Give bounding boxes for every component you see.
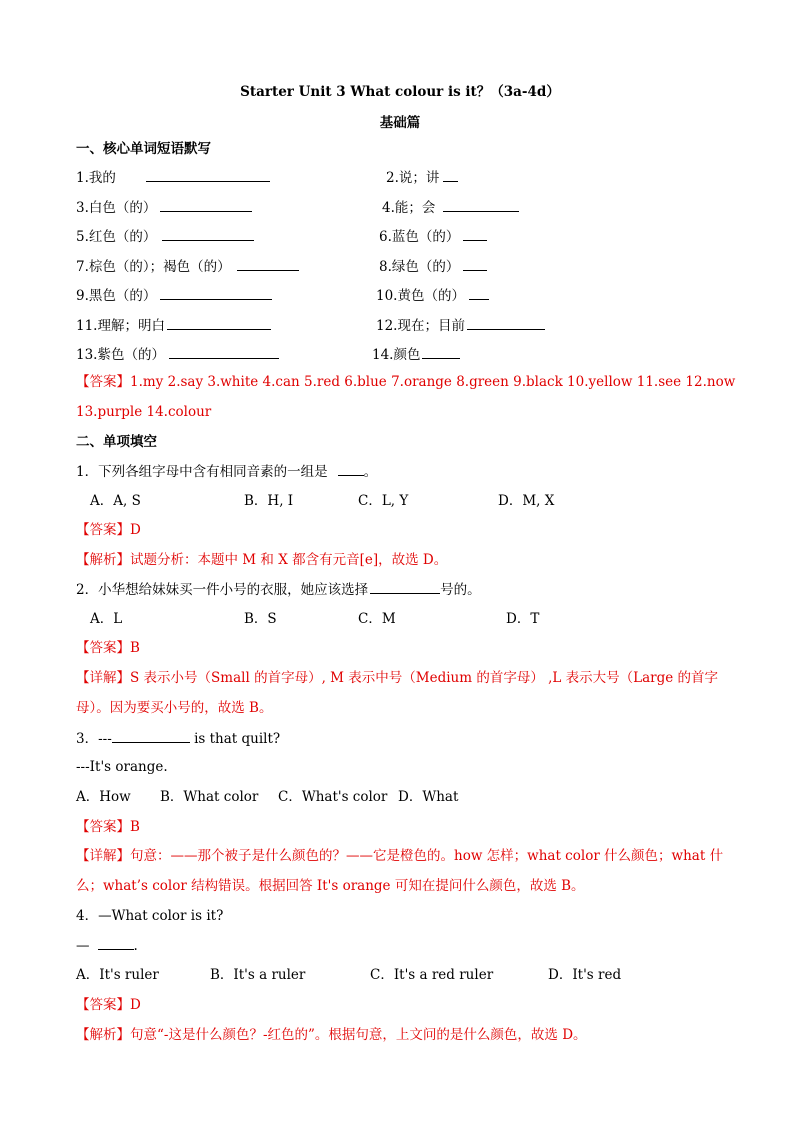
answer-text: 【答案】D: [76, 997, 141, 1013]
option-d[interactable]: D．T: [506, 611, 540, 627]
section2-heading: 二、单项填空: [76, 434, 157, 450]
answer-text: 【答案】1.my 2.say 3.white 4.can 5.red 6.blue 7.orange 8.green 9.black 10.yellow 11.see 12.now: [76, 374, 736, 390]
vocab-row: [76, 255, 736, 273]
vocab-right: 14.颜色: [372, 347, 421, 363]
vocab-left: 7.棕色（的）；褐色（的）: [76, 259, 231, 275]
page-title: Starter Unit 3 What colour is it？（3a-4d）: [240, 84, 560, 100]
analysis-text: 【解析】句意“-这是什么颜色？-红色的”。根据句意，上文问的是什么颜色，故选 D。: [76, 1027, 587, 1043]
option-d[interactable]: D．It's red: [548, 967, 622, 983]
question-text: 3．---: [76, 731, 112, 747]
answer-blank[interactable]: [463, 257, 487, 271]
detail-text: 【详解】句意：——那个被子是什么颜色的？——它是橙色的。how 怎样；what color 什么颜色；what 什: [76, 848, 724, 864]
option-a[interactable]: A．L: [90, 611, 123, 627]
vocab-row: [76, 225, 736, 243]
detail-text: 么；what’s color 结构错误。根据回答 It's orange 可知在提问什么颜色，故选 B。: [76, 878, 585, 894]
vocab-left: 9.黑色（的）: [76, 288, 157, 304]
answer-blank[interactable]: [422, 345, 460, 359]
question-text-end: 号的。: [440, 582, 481, 598]
vocab-left: 5.红色（的）: [76, 229, 157, 245]
answer-blank[interactable]: [463, 227, 487, 241]
vocab-left: 3.白色（的）: [76, 200, 157, 216]
option-a[interactable]: A．A, S: [90, 493, 141, 509]
vocab-right: 6.蓝色（的）: [379, 229, 460, 245]
question-reply: ---It's orange.: [76, 759, 168, 775]
question-text-end: is that quilt?: [189, 731, 281, 747]
vocab-row: [76, 343, 736, 361]
option-b[interactable]: B．H, I: [244, 493, 294, 509]
vocab-right: 2.说；讲: [386, 170, 440, 186]
answer-blank[interactable]: [338, 462, 364, 476]
vocab-row: [76, 284, 736, 302]
vocab-left: 1.我的: [76, 170, 116, 186]
detail-text: 母）。因为要买小号的，故选 B。: [76, 700, 273, 716]
option-d[interactable]: D．M, X: [498, 493, 555, 509]
answer-blank[interactable]: [98, 936, 134, 950]
vocab-left: 13.紫色（的）: [76, 347, 165, 363]
options-row: [76, 610, 736, 628]
option-a[interactable]: A．It's ruler: [76, 967, 159, 983]
vocab-row: [76, 314, 736, 332]
answer-blank[interactable]: [167, 316, 271, 330]
reply-dash: —: [76, 938, 90, 954]
option-d[interactable]: D．What: [398, 789, 459, 805]
vocab-row: [76, 196, 736, 214]
answer-blank[interactable]: [370, 580, 440, 594]
answer-blank[interactable]: [160, 286, 272, 300]
answer-blank[interactable]: [162, 227, 254, 241]
option-c[interactable]: C．M: [358, 611, 396, 627]
option-b[interactable]: B．S: [244, 611, 277, 627]
answer-blank[interactable]: [469, 286, 489, 300]
section1-heading: 一、核心单词短语默写: [76, 141, 211, 157]
answer-blank[interactable]: [160, 198, 252, 212]
vocab-right: 12.现在；目前: [376, 318, 465, 334]
answer-blank[interactable]: [112, 729, 190, 743]
option-b[interactable]: B．What color: [160, 789, 259, 805]
page-subtitle: 基础篇: [379, 115, 421, 131]
option-c[interactable]: C．What's color: [278, 789, 388, 805]
option-c[interactable]: C．L, Y: [358, 493, 409, 509]
reply-end: .: [133, 938, 138, 954]
option-c[interactable]: C．It's a red ruler: [370, 967, 494, 983]
answer-blank[interactable]: [467, 316, 545, 330]
answer-blank[interactable]: [443, 198, 519, 212]
vocab-left: 11.理解；明白: [76, 318, 165, 334]
detail-text: 【详解】S 表示小号（Small 的首字母）, M 表示中号（Medium 的首字母） ,L 表示大号（Large 的首字: [76, 670, 719, 686]
vocab-right: 4.能；会: [382, 200, 436, 216]
options-row: [76, 966, 736, 984]
option-b[interactable]: B．It's a ruler: [210, 967, 306, 983]
vocab-right: 8.绿色（的）: [379, 259, 460, 275]
option-a[interactable]: A．How: [76, 789, 131, 805]
answer-blank[interactable]: [146, 168, 270, 182]
question-text: 2．小华想给妹妹买一件小号的衣服，她应该选择: [76, 582, 369, 598]
question-stem: [76, 462, 377, 481]
analysis-text: 【解析】试题分析：本题中 M 和 X 都含有元音[e]，故选 D。: [76, 552, 448, 568]
answer-text: 13.purple 14.colour: [76, 404, 212, 420]
options-row: [76, 492, 736, 510]
question-stem: 4．—What color is it?: [76, 908, 224, 924]
question-stem: [76, 729, 280, 748]
answer-text: 【答案】B: [76, 819, 140, 835]
vocab-row: [76, 166, 736, 184]
answer-blank[interactable]: [169, 345, 279, 359]
question-text-end: 。: [363, 464, 378, 480]
question-reply: [76, 936, 138, 955]
answer-blank[interactable]: [237, 257, 299, 271]
answer-text: 【答案】D: [76, 522, 141, 538]
options-row: [76, 788, 736, 806]
vocab-right: 10.黄色（的）: [376, 288, 465, 304]
answer-text: 【答案】B: [76, 640, 140, 656]
answer-blank[interactable]: [443, 168, 458, 182]
question-stem: [76, 580, 481, 599]
question-text: 1．下列各组字母中含有相同音素的一组是: [76, 464, 328, 480]
